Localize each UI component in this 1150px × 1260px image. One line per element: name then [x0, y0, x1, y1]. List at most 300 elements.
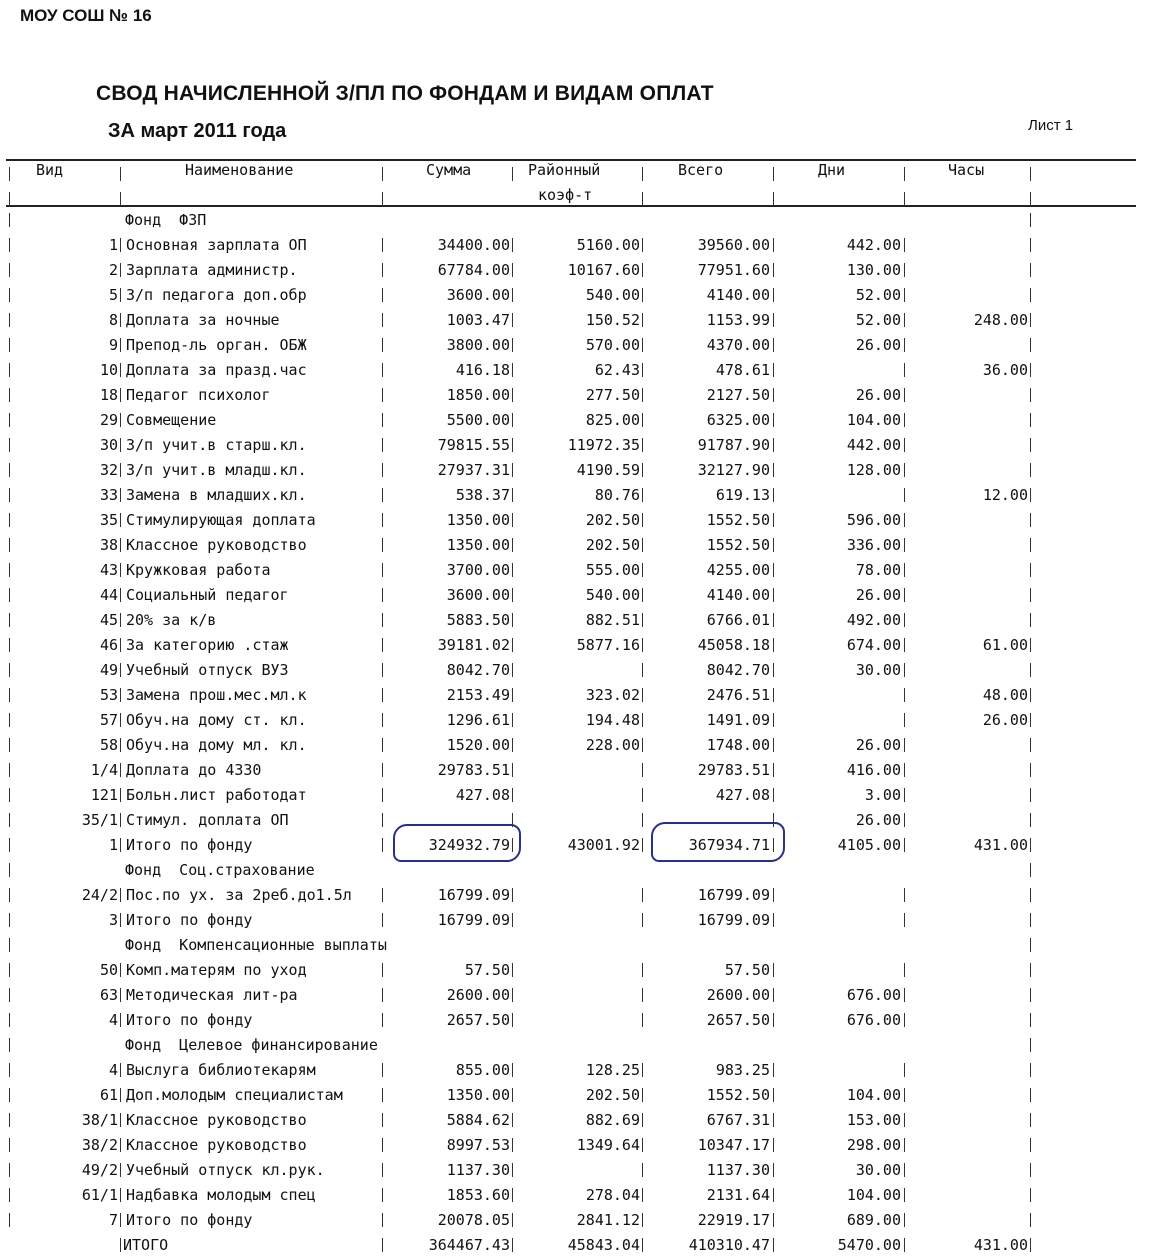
column-separator [773, 1213, 774, 1227]
row-code: 30 [99, 436, 118, 454]
column-separator [904, 963, 905, 977]
column-separator [382, 563, 383, 577]
grand-total-label: ИТОГО [123, 1236, 169, 1254]
row-days: 26.00 [855, 336, 901, 354]
row-code: 7 [108, 1211, 118, 1229]
column-separator [904, 313, 905, 327]
row-coef: 323.02 [585, 686, 640, 704]
column-separator [1030, 388, 1031, 402]
column-separator [773, 588, 774, 602]
row-name: Учебный отпуск ВУЗ [126, 661, 289, 679]
column-separator [9, 1213, 10, 1227]
row-sum: 8997.53 [446, 1136, 510, 1154]
column-separator [120, 338, 121, 352]
row-total: 619.13 [715, 486, 770, 504]
handwritten-circle-sum-total [393, 824, 521, 862]
column-separator [9, 1088, 10, 1102]
column-separator [1030, 838, 1031, 852]
row-sum: 2153.49 [446, 686, 510, 704]
column-separator [382, 888, 383, 902]
column-header-coef-line2: коэф-т [538, 186, 593, 204]
column-separator [9, 813, 10, 827]
column-separator [382, 738, 383, 752]
column-separator [512, 613, 513, 627]
row-total: 4140.00 [706, 586, 770, 604]
row-sum: 5883.50 [446, 611, 510, 629]
row-code: 18 [99, 386, 118, 404]
column-separator [904, 338, 905, 352]
column-separator [9, 763, 10, 777]
column-separator [512, 788, 513, 802]
row-coef: 10167.60 [567, 261, 640, 279]
column-separator [9, 588, 10, 602]
row-days: 30.00 [855, 661, 901, 679]
column-separator [773, 713, 774, 727]
row-name: Доплата за празд.час [126, 361, 307, 379]
row-coef: 11972.35 [567, 436, 640, 454]
column-separator [9, 1063, 10, 1077]
column-separator [1030, 638, 1031, 652]
column-separator [120, 888, 121, 902]
row-days: 676.00 [846, 1011, 901, 1029]
column-separator [642, 888, 643, 902]
column-separator [9, 1138, 10, 1152]
row-code: 1/4 [90, 761, 118, 779]
row-days: 104.00 [846, 1186, 901, 1204]
column-separator [904, 813, 905, 827]
row-coef: 128.25 [585, 1061, 640, 1079]
column-separator [904, 263, 905, 277]
column-separator [512, 663, 513, 677]
column-separator [773, 438, 774, 452]
row-sum: 538.37 [455, 486, 510, 504]
row-name: За категорию .стаж [126, 636, 289, 654]
column-separator [512, 1113, 513, 1127]
row-name: Основная зарплата ОП [126, 236, 307, 254]
row-code: 49/2 [81, 1161, 118, 1179]
row-name: Итого по фонду [126, 911, 253, 929]
row-coef: 882.51 [585, 611, 640, 629]
row-sum: 1350.00 [446, 511, 510, 529]
column-separator [904, 192, 905, 206]
column-separator [642, 438, 643, 452]
column-separator [9, 1013, 10, 1027]
column-separator [9, 288, 10, 302]
column-separator [1030, 313, 1031, 327]
column-separator [512, 688, 513, 702]
row-coef: 5160.00 [576, 236, 640, 254]
row-hours: 61.00 [982, 636, 1028, 654]
column-separator [9, 513, 10, 527]
column-separator [773, 563, 774, 577]
column-separator [1030, 413, 1031, 427]
row-total: 16799.09 [697, 911, 770, 929]
column-separator [773, 988, 774, 1002]
row-total: 1552.50 [706, 536, 770, 554]
column-separator [120, 263, 121, 277]
column-separator [1030, 288, 1031, 302]
row-sum: 57.50 [464, 961, 510, 979]
fund-section-heading: Фонд Целевое финансирование [125, 1036, 378, 1054]
column-separator [382, 538, 383, 552]
row-sum: 5884.62 [446, 1111, 510, 1129]
column-separator [512, 488, 513, 502]
column-separator [120, 1188, 121, 1202]
column-separator [9, 1188, 10, 1202]
column-separator [120, 167, 121, 181]
column-separator [512, 638, 513, 652]
row-total: 2657.50 [706, 1011, 770, 1029]
row-code: 43 [99, 561, 118, 579]
row-sum: 3700.00 [446, 561, 510, 579]
column-separator [512, 988, 513, 1002]
row-name: Итого по фонду [126, 1011, 253, 1029]
row-total: 91787.90 [697, 436, 770, 454]
column-separator [904, 363, 905, 377]
column-separator [9, 638, 10, 652]
row-code: 33 [99, 486, 118, 504]
row-name: Доплата за ночные [126, 311, 280, 329]
column-separator [512, 888, 513, 902]
column-separator [512, 1213, 513, 1227]
row-days: 78.00 [855, 561, 901, 579]
column-separator [904, 488, 905, 502]
row-sum: 29783.51 [437, 761, 510, 779]
column-separator [9, 263, 10, 277]
column-separator [120, 1163, 121, 1177]
row-name: Стимул. доплата ОП [126, 811, 289, 829]
column-separator [9, 413, 10, 427]
column-separator [120, 963, 121, 977]
column-separator [1030, 167, 1031, 181]
row-days: 26.00 [855, 386, 901, 404]
column-separator [9, 338, 10, 352]
row-name: Выслуга библиотекарям [126, 1061, 316, 1079]
column-separator [642, 738, 643, 752]
column-separator [382, 192, 383, 206]
column-separator [1030, 613, 1031, 627]
column-separator [512, 1088, 513, 1102]
column-separator [9, 1038, 10, 1052]
column-separator [642, 913, 643, 927]
column-separator [642, 413, 643, 427]
row-sum: 855.00 [455, 1061, 510, 1079]
column-separator [382, 913, 383, 927]
row-sum: 79815.55 [437, 436, 510, 454]
column-separator [773, 963, 774, 977]
column-separator [642, 1213, 643, 1227]
column-separator [642, 663, 643, 677]
row-code: 1 [108, 236, 118, 254]
column-separator [9, 563, 10, 577]
column-separator [773, 538, 774, 552]
column-separator [642, 763, 643, 777]
column-separator [904, 713, 905, 727]
column-separator [642, 563, 643, 577]
row-coef: 570.00 [585, 336, 640, 354]
row-name: Обуч.на дому мл. кл. [126, 736, 307, 754]
row-sum: 20078.05 [437, 1211, 510, 1229]
column-separator [120, 1238, 121, 1252]
column-separator [382, 238, 383, 252]
row-days: 104.00 [846, 1086, 901, 1104]
row-total: 39560.00 [697, 236, 770, 254]
column-separator [120, 438, 121, 452]
row-name: Классное руководство [126, 1136, 307, 1154]
column-separator [642, 963, 643, 977]
column-separator [9, 488, 10, 502]
column-separator [904, 588, 905, 602]
row-code: 53 [99, 686, 118, 704]
column-separator [904, 438, 905, 452]
column-separator [773, 663, 774, 677]
column-separator [512, 338, 513, 352]
column-separator [642, 1163, 643, 1177]
row-days: 5470.00 [837, 1236, 901, 1254]
column-separator [120, 813, 121, 827]
column-separator [904, 238, 905, 252]
column-separator [773, 638, 774, 652]
row-total: 77951.60 [697, 261, 770, 279]
column-separator [904, 288, 905, 302]
fund-section-heading: Фонд Соц.страхование [125, 861, 315, 879]
row-sum: 34400.00 [437, 236, 510, 254]
column-separator [773, 888, 774, 902]
row-name: З/п учит.в старш.кл. [126, 436, 307, 454]
column-separator [9, 863, 10, 877]
column-separator [1030, 863, 1031, 877]
column-separator [773, 1013, 774, 1027]
column-separator [1030, 488, 1031, 502]
column-separator [382, 763, 383, 777]
row-total: 10347.17 [697, 1136, 770, 1154]
report-title: СВОД НАЧИСЛЕННОЙ З/ПЛ ПО ФОНДАМ И ВИДАМ ОПЛАТ [96, 82, 714, 105]
row-total: 1748.00 [706, 736, 770, 754]
column-separator [642, 488, 643, 502]
column-separator [9, 463, 10, 477]
row-name: Классное руководство [126, 1111, 307, 1129]
row-code: 44 [99, 586, 118, 604]
column-separator [642, 167, 643, 181]
column-separator [904, 463, 905, 477]
sheet-number: Лист 1 [1028, 117, 1074, 134]
row-total: 4255.00 [706, 561, 770, 579]
column-separator [904, 638, 905, 652]
column-separator [904, 388, 905, 402]
fund-section-heading: Фонд ФЗП [125, 211, 207, 229]
row-days: 442.00 [846, 436, 901, 454]
column-separator [773, 1113, 774, 1127]
column-separator [382, 1113, 383, 1127]
column-separator [9, 238, 10, 252]
column-separator [904, 788, 905, 802]
row-sum: 1350.00 [446, 536, 510, 554]
row-days: 336.00 [846, 536, 901, 554]
column-separator [120, 388, 121, 402]
handwritten-circle-grand-total [651, 822, 785, 862]
organization-name: МОУ СОШ № 16 [20, 6, 152, 25]
row-name: Замена в младших.кл. [126, 486, 307, 504]
column-separator [382, 838, 383, 852]
column-separator [642, 688, 643, 702]
row-name: Замена прош.мес.мл.к [126, 686, 307, 704]
column-separator [904, 1238, 905, 1252]
column-separator [382, 313, 383, 327]
row-coef: 2841.12 [576, 1211, 640, 1229]
row-code: 57 [99, 711, 118, 729]
column-separator [382, 588, 383, 602]
column-separator [382, 1213, 383, 1227]
column-separator [512, 738, 513, 752]
row-code: 4 [108, 1061, 118, 1079]
row-days: 26.00 [855, 736, 901, 754]
row-name: Зарплата администр. [126, 261, 298, 279]
row-coef: 278.04 [585, 1186, 640, 1204]
row-code: 2 [108, 261, 118, 279]
row-days: 26.00 [855, 586, 901, 604]
column-separator [382, 1188, 383, 1202]
row-name: Препод-ль орган. ОБЖ [126, 336, 307, 354]
column-separator [9, 963, 10, 977]
column-separator [382, 813, 383, 827]
row-name: З/п учит.в младш.кл. [126, 461, 307, 479]
column-separator [512, 1163, 513, 1177]
column-separator [120, 1113, 121, 1127]
column-separator [642, 838, 643, 852]
column-separator [382, 438, 383, 452]
column-separator [1030, 713, 1031, 727]
column-separator [642, 1013, 643, 1027]
column-separator [904, 988, 905, 1002]
row-code: 45 [99, 611, 118, 629]
row-name: Итого по фонду [126, 836, 253, 854]
column-separator [1030, 988, 1031, 1002]
row-name: Итого по фонду [126, 1211, 253, 1229]
row-total: 32127.90 [697, 461, 770, 479]
row-days: 689.00 [846, 1211, 901, 1229]
column-separator [382, 513, 383, 527]
row-total: 16799.09 [697, 886, 770, 904]
column-header-vid: Вид [36, 161, 64, 179]
column-separator [642, 1138, 643, 1152]
column-separator [642, 338, 643, 352]
column-separator [773, 763, 774, 777]
column-header-sum: Сумма [426, 161, 472, 179]
column-separator [9, 988, 10, 1002]
column-separator [382, 1163, 383, 1177]
column-separator [773, 1138, 774, 1152]
row-sum: 39181.02 [437, 636, 510, 654]
column-separator [773, 238, 774, 252]
column-separator [512, 1138, 513, 1152]
row-days: 52.00 [855, 311, 901, 329]
row-sum: 27937.31 [437, 461, 510, 479]
row-total: 2127.50 [706, 386, 770, 404]
row-coef: 62.43 [594, 361, 640, 379]
column-separator [382, 613, 383, 627]
column-separator [773, 688, 774, 702]
row-name: Социальный педагог [126, 586, 289, 604]
column-separator [9, 1113, 10, 1127]
row-coef: 1349.64 [576, 1136, 640, 1154]
column-separator [120, 638, 121, 652]
row-days: 26.00 [855, 811, 901, 829]
column-separator [382, 1013, 383, 1027]
column-separator [382, 413, 383, 427]
row-total: 427.08 [715, 786, 770, 804]
column-separator [773, 1163, 774, 1177]
row-name: З/п педагога доп.обр [126, 286, 307, 304]
row-sum: 2600.00 [446, 986, 510, 1004]
column-separator [1030, 813, 1031, 827]
column-separator [773, 1063, 774, 1077]
column-separator [773, 192, 774, 206]
row-sum: 364467.43 [428, 1236, 510, 1254]
column-separator [1030, 1038, 1031, 1052]
column-header-hours: Часы [948, 161, 985, 179]
column-separator [512, 363, 513, 377]
row-name: Кружковая работа [126, 561, 271, 579]
column-separator [382, 638, 383, 652]
column-separator [773, 313, 774, 327]
column-separator [120, 1088, 121, 1102]
column-separator [904, 1163, 905, 1177]
row-code: 38 [99, 536, 118, 554]
column-separator [1030, 663, 1031, 677]
column-separator [1030, 363, 1031, 377]
row-coef: 43001.92 [567, 836, 640, 854]
column-separator [9, 388, 10, 402]
column-separator [120, 1063, 121, 1077]
column-separator [512, 538, 513, 552]
row-days: 416.00 [846, 761, 901, 779]
column-separator [773, 1238, 774, 1252]
row-code: 58 [99, 736, 118, 754]
column-separator [642, 613, 643, 627]
column-separator [642, 588, 643, 602]
column-separator [382, 713, 383, 727]
column-separator [1030, 1163, 1031, 1177]
column-separator [904, 167, 905, 181]
row-total: 57.50 [724, 961, 770, 979]
row-total: 2600.00 [706, 986, 770, 1004]
column-separator [382, 338, 383, 352]
fund-section-heading: Фонд Компенсационные выплаты [125, 936, 387, 954]
row-hours: 431.00 [973, 836, 1028, 854]
column-separator [120, 413, 121, 427]
column-separator [904, 738, 905, 752]
row-days: 104.00 [846, 411, 901, 429]
row-code: 46 [99, 636, 118, 654]
column-separator [642, 988, 643, 1002]
column-separator [512, 713, 513, 727]
column-separator [1030, 588, 1031, 602]
row-code: 50 [99, 961, 118, 979]
row-code: 61 [99, 1086, 118, 1104]
column-header-name: Наименование [185, 161, 294, 179]
row-name: Пос.по ух. за 2реб.до1.5л [126, 886, 352, 904]
column-separator [642, 788, 643, 802]
row-days: 442.00 [846, 236, 901, 254]
column-separator [773, 738, 774, 752]
column-separator [642, 713, 643, 727]
column-separator [512, 1013, 513, 1027]
row-code: 24/2 [81, 886, 118, 904]
column-header-total: Всего [678, 161, 724, 179]
row-total: 29783.51 [697, 761, 770, 779]
column-separator [512, 1063, 513, 1077]
row-code: 35 [99, 511, 118, 529]
